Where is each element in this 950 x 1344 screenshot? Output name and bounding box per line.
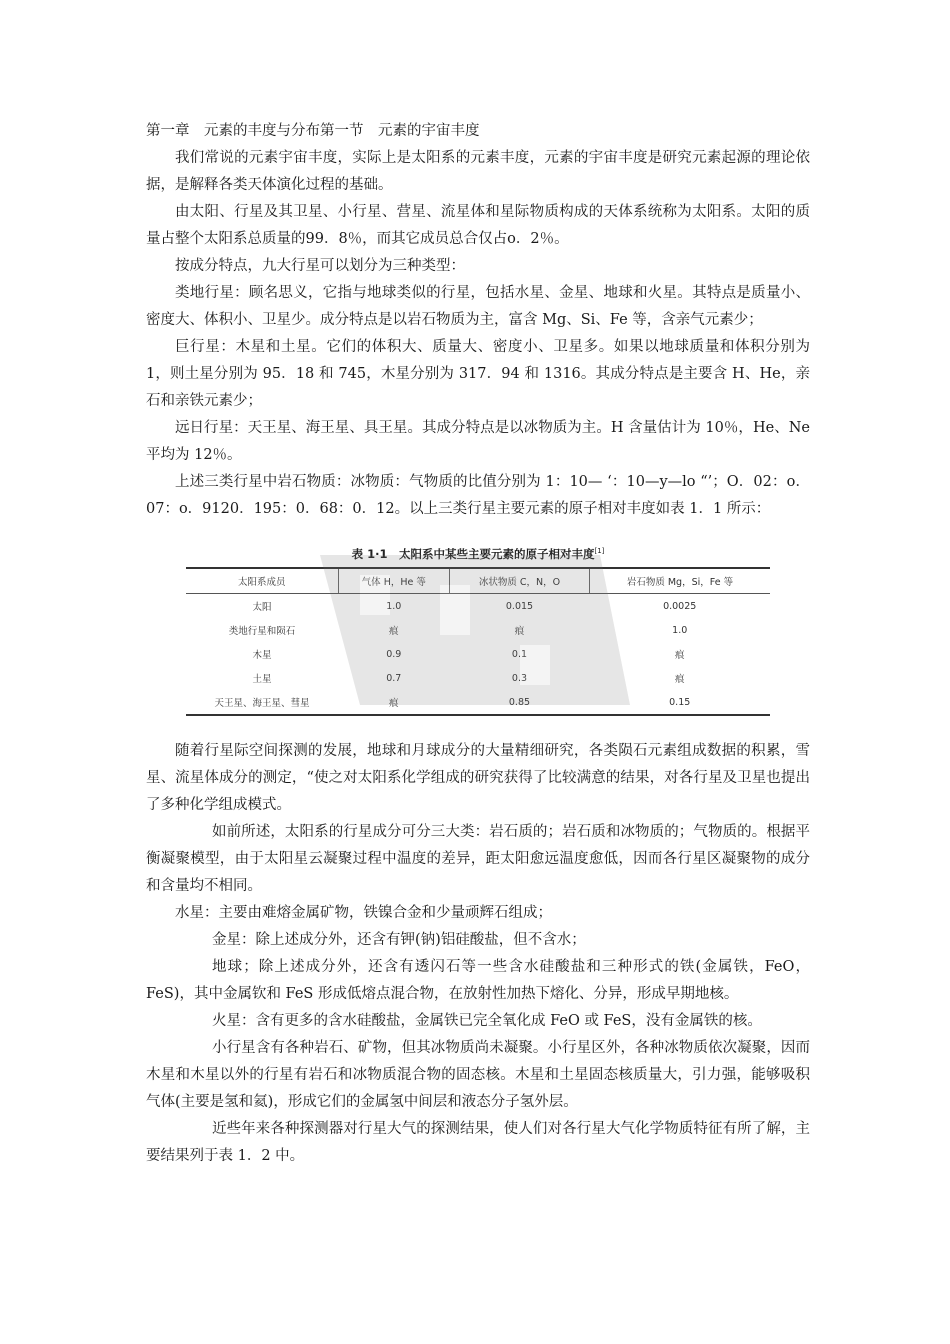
paragraph: 近些年来各种探测器对行星大气的探测结果，使人们对各行星大气化学物质特征有所了解，主要结果列于表 1．2 中。 bbox=[146, 1121, 810, 1164]
paragraph: 水星：主要由难熔金属矿物，铁镍合金和少量顽辉石组成； bbox=[175, 905, 552, 921]
bottom-text-block bbox=[146, 738, 810, 1170]
table-header-row bbox=[186, 568, 770, 594]
table-row bbox=[186, 690, 770, 715]
table-cell: 木星 bbox=[252, 650, 272, 661]
table-cell: 0.1 bbox=[511, 648, 528, 660]
paragraph: 火星：含有更多的含水硅酸盐，金属铁已完全氧化成 FeO 或 FeS，没有金属铁的核。 bbox=[212, 1013, 762, 1029]
table-caption-ref: [1] bbox=[594, 547, 605, 556]
paragraph: 类地行星：顾名思义，它指与地球类似的行星，包括水星、金星、地球和火星。其特点是质量小、密度大、体积小、卫星少。成分特点是以岩石物质为主，富含 Mg、Si、Fe 等，含亲气元素少； bbox=[146, 285, 810, 328]
paragraph: 随着行星际空间探测的发展，地球和月球成分的大量精细研究，各类陨石元素组成数据的积累，雪星、流星体成分的测定，“使之对太阳系化学组成的研究获得了比较满意的结果，对各行星及卫星也提出了多种化学组成模式。 bbox=[146, 743, 810, 813]
paragraph: 金星：除上述成分外，还含有钾(钠)铝硅酸盐，但不含水； bbox=[212, 932, 586, 948]
table-cell: 土星 bbox=[252, 674, 272, 685]
paragraph: 巨行星：木星和土星。它们的体积大、质量大、密度小、卫星多。如果以地球质量和体积分别为 1，则土星分别为 95．18 和 745，木星分别为 317．94 和 1316。其成分特点是主要含 H、He，亲石和亲铁元素少； bbox=[146, 339, 810, 409]
paragraph: 上述三类行星中岩石物质：冰物质：气物质的比值分别为 1：10— ‘：10—y—lo “’；O．02：o．07：o．9120．195：0．68：0．12。以上三类行星主要元素的原子相对丰度如表 1．1 所示： bbox=[146, 474, 810, 517]
table-header-cell: 冰状物质 C，N，O bbox=[450, 568, 590, 594]
abundance-table-figure bbox=[186, 546, 770, 711]
table-caption bbox=[186, 546, 770, 562]
table-row bbox=[186, 618, 770, 642]
table-cell: 类地行星和陨石 bbox=[228, 626, 296, 637]
table-cell: 痕 bbox=[514, 626, 525, 637]
paragraph: 地球；除上述成分外，还含有透闪石等一些含水硅酸盐和三种形式的铁(金属铁，FeO，FeS)，其中金属钦和 FeS 形成低熔点混合物，在放射性加热下熔化、分异，形成早期地核。 bbox=[146, 959, 810, 1002]
table-caption-text: 表 1·1 太阳系中某些主要元素的原子相对丰度 bbox=[351, 547, 595, 561]
table-cell: 0.0025 bbox=[663, 600, 697, 612]
table-cell: 1.0 bbox=[386, 600, 402, 612]
table-header-cell: 岩石物质 Mg，Si，Fe 等 bbox=[589, 568, 770, 594]
table-cell: 0.3 bbox=[511, 672, 528, 684]
table-header-cell: 太阳系成员 bbox=[186, 568, 338, 594]
table-cell: 0.85 bbox=[450, 690, 590, 715]
table-cell: 0.15 bbox=[589, 690, 770, 715]
table-cell: 太阳 bbox=[252, 602, 272, 613]
abundance-table bbox=[186, 567, 770, 716]
table-cell: 0.7 bbox=[386, 672, 402, 684]
paragraph: 小行星含有各种岩石、矿物，但其冰物质尚未凝聚。小行星区外，各种冰物质依次凝聚，因而木星和木星以外的行星有岩石和冰物质混合物的固态核。木星和土星固态核质量大，引力强，能够吸积气体(主要是氢和氦)，形成它们的金属氢中间层和液态分子氢外层。 bbox=[146, 1040, 810, 1110]
table-row bbox=[186, 594, 770, 619]
table-row bbox=[186, 666, 770, 690]
paragraph: 如前所述，太阳系的行星成分可分三大类：岩石质的；岩石质和冰物质的；气物质的。根据平衡凝聚模型，由于太阳星云凝聚过程中温度的差异，距太阳愈远温度愈低，因而各行星区凝聚物的成分和含量均不相同。 bbox=[146, 824, 810, 894]
top-text-block bbox=[146, 118, 810, 523]
table-cell: 痕 bbox=[674, 650, 685, 661]
chapter-heading: 第一章 元素的丰度与分布第一节 元素的宇宙丰度 bbox=[146, 123, 480, 139]
table-header-cell: 气体 H，He 等 bbox=[338, 568, 450, 594]
paragraph: 远日行星：天王星、海王星、具王星。其成分特点是以冰物质为主。H 含量估计为 10％，He、Ne 平均为 12％。 bbox=[146, 420, 810, 463]
paragraph: 由太阳、行星及其卫星、小行星、营星、流星体和星际物质构成的天体系统称为太阳系。太阳的质量占整个太阳系总质量的99．8％，而其它成员总合仅占o．2％。 bbox=[146, 204, 810, 247]
table-cell: 1.0 bbox=[672, 624, 688, 636]
table-cell: 痕 bbox=[389, 626, 399, 637]
table-cell: 0.9 bbox=[386, 648, 402, 660]
table-row bbox=[186, 642, 770, 666]
table-cell: 天王星、海王星、彗星 bbox=[186, 690, 338, 715]
paragraph: 按成分特点，九大行星可以划分为三种类型： bbox=[175, 258, 465, 274]
table-cell: 0.015 bbox=[505, 600, 534, 612]
table-cell: 痕 bbox=[674, 674, 685, 685]
table-cell: 痕 bbox=[338, 690, 450, 715]
paragraph: 我们常说的元素宇宙丰度，实际上是太阳系的元素丰度，元素的宇宙丰度是研究元素起源的理论依据，是解释各类天体演化过程的基础。 bbox=[146, 150, 810, 193]
